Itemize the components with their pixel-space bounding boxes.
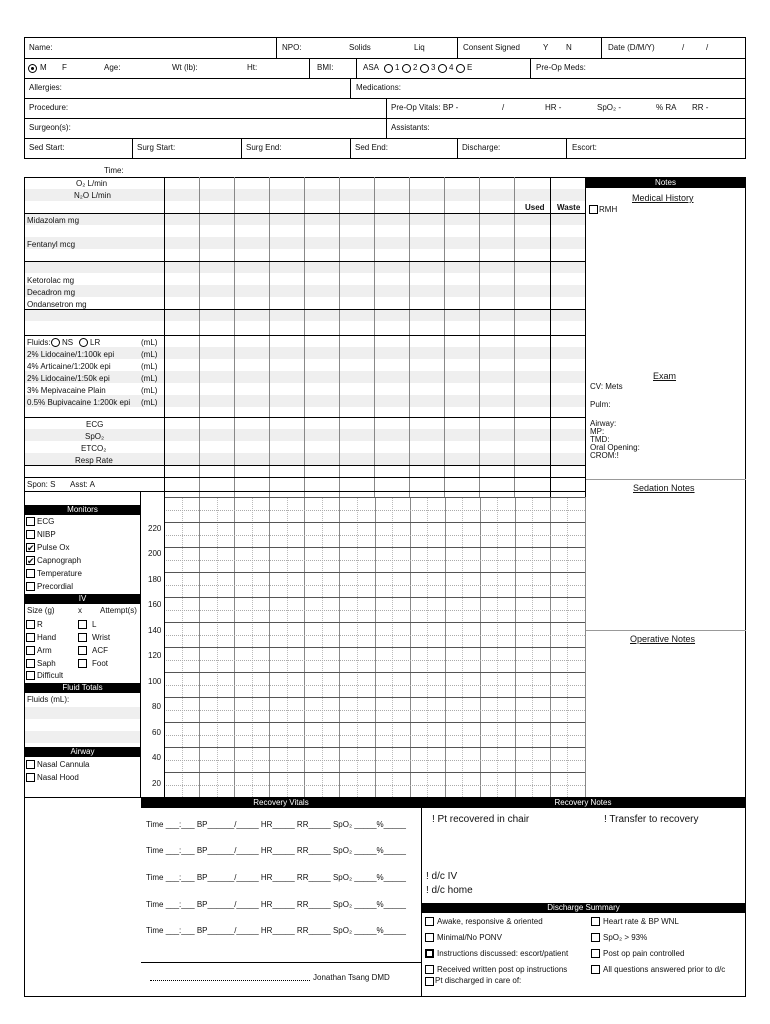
hr-label: HR - <box>545 103 562 112</box>
monitor-temperature-label: Temperature <box>37 569 82 578</box>
discharge-checkbox[interactable] <box>591 949 600 958</box>
resp-rate-label: Resp Rate <box>75 456 113 465</box>
discharge-item: Post op pain controlled <box>603 949 685 958</box>
allergies-label: Allergies: <box>29 83 62 92</box>
chart-gridline <box>164 635 585 636</box>
chart-gridline <box>164 672 585 673</box>
chart-gridline <box>164 622 585 623</box>
iv-difficult-label: Difficult <box>37 671 64 680</box>
ketorolac-label: Ketorolac mg <box>27 276 75 285</box>
iv-site-arm: Arm <box>37 646 52 655</box>
operative-notes-heading: Operative Notes <box>630 634 696 644</box>
recovery-vitals-row[interactable]: Time ___:___ BP______/_____ HR_____ RR_____ SpO₂ _____%_____ <box>146 873 406 882</box>
preop-meds-label: Pre-Op Meds: <box>536 63 586 72</box>
axis-tick: 120 <box>148 651 162 660</box>
local-ml: (mL) <box>141 374 158 383</box>
npo-label: NPO: <box>282 43 302 52</box>
chart-gridline <box>164 722 585 723</box>
monitor-precordial-checkbox[interactable] <box>26 582 35 591</box>
asa-2-radio[interactable] <box>402 64 411 73</box>
liq-label: Liq <box>414 43 425 52</box>
sex-male-radio[interactable] <box>28 64 37 73</box>
sedation-notes-heading: Sedation Notes <box>633 483 695 493</box>
notes-title: Notes <box>586 178 745 188</box>
fluid-totals-title: Fluid Totals <box>25 683 140 693</box>
consent-label: Consent Signed <box>463 43 520 52</box>
sex-male-label: M <box>40 63 47 72</box>
o2-label: O₂ L/min <box>76 179 108 188</box>
asa-4-radio[interactable] <box>438 64 447 73</box>
crom-label: CROM:! <box>590 451 619 460</box>
oral-opening-label: Oral Opening: <box>590 443 640 452</box>
chart-gridline <box>164 597 585 598</box>
ns-label: NS <box>62 338 74 347</box>
discharge-item: Instructions discussed: escort/patient <box>437 949 569 958</box>
chart-gridline <box>164 785 585 786</box>
local-anesthetic: 3% Mepivacaine Plain <box>27 386 106 395</box>
sex-female-label[interactable]: F <box>62 63 67 72</box>
medical-history-heading: Medical History <box>632 193 694 203</box>
monitor-pulse-ox-label: Pulse Ox <box>37 543 70 552</box>
spo2-label: SpO₂ - <box>597 103 621 112</box>
bmi-label: BMI: <box>317 63 334 72</box>
waste-label: Waste <box>557 203 581 212</box>
axis-tick: 180 <box>148 575 162 584</box>
iv-site-checkbox[interactable] <box>26 620 35 629</box>
lr-radio[interactable] <box>79 338 88 347</box>
rmh-label: RMH <box>599 205 618 214</box>
asa-e-label: E <box>467 63 473 72</box>
date-slash: / <box>682 43 685 52</box>
monitor-capnograph-label: Capnograph <box>37 556 82 565</box>
recovery-vitals-title: Recovery Vitals <box>141 798 421 808</box>
monitor-pulse-ox-checkbox[interactable]: ✔ <box>27 543 35 553</box>
chart-gridline <box>164 735 585 736</box>
monitor-nibp-label: NIBP <box>37 530 56 539</box>
iv-site-checkbox[interactable] <box>26 659 35 668</box>
local-ml: (mL) <box>141 386 158 395</box>
rr-label: RR - <box>692 103 709 112</box>
monitor-capnograph-checkbox[interactable]: ✔ <box>27 556 35 566</box>
decadron-label: Decadron mg <box>27 288 76 297</box>
rmh-checkbox[interactable] <box>589 205 598 214</box>
discharge-checkbox[interactable] <box>591 965 600 974</box>
surg-start-label: Surg Start: <box>137 143 176 152</box>
discharge-item: SpO₂ > 93% <box>603 933 648 942</box>
mp-label: MP: <box>590 427 605 436</box>
asa-3-label: 3 <box>431 63 436 72</box>
monitors-title: Monitors <box>25 505 140 515</box>
iv-site-checkbox[interactable] <box>78 633 87 642</box>
tmd-label: TMD: <box>590 435 610 444</box>
axis-tick: 160 <box>148 600 162 609</box>
medications-label: Medications: <box>356 83 401 92</box>
asa-3-radio[interactable] <box>420 64 429 73</box>
discharge-summary-title: Discharge Summary <box>422 903 745 913</box>
discharge-item: Heart rate & BP WNL <box>603 917 679 926</box>
nasal-hood-checkbox[interactable] <box>26 773 35 782</box>
chart-gridline <box>164 585 585 586</box>
local-anesthetic: 2% Lidocaine/1:50k epi <box>27 374 110 383</box>
recovery-vitals-row[interactable]: Time ___:___ BP______/_____ HR_____ RR_____ SpO₂ _____%_____ <box>146 846 406 855</box>
iv-site-wrist: Wrist <box>92 633 111 642</box>
consent-yes[interactable]: Y <box>543 43 549 52</box>
nasal-hood-label: Nasal Hood <box>37 773 79 782</box>
recovery-vitals-row[interactable]: Time ___:___ BP______/_____ HR_____ RR_____ SpO₂ _____%_____ <box>146 900 406 909</box>
iv-site-checkbox[interactable] <box>78 646 87 655</box>
chart-gridline <box>164 535 585 536</box>
chart-gridline <box>164 710 585 711</box>
chart-gridline <box>585 497 586 797</box>
iv-site-l: L <box>92 620 97 629</box>
axis-tick: 20 <box>152 779 161 788</box>
local-anesthetic: 4% Articaine/1:200k epi <box>27 362 111 371</box>
procedure-label: Procedure: <box>29 103 69 112</box>
fluids-label: Fluids: <box>27 338 51 347</box>
discharge-checkbox[interactable] <box>591 917 600 926</box>
sed-start-label: Sed Start: <box>29 143 65 152</box>
spo2-row-label: SpO₂ <box>85 432 105 441</box>
chart-gridline <box>164 772 585 773</box>
midazolam-label: Midazolam mg <box>27 216 80 225</box>
asa-label: ASA <box>363 63 380 72</box>
room-air-label: % RA <box>656 103 677 112</box>
iv-site-saph: Saph <box>37 659 56 668</box>
asa-1-radio[interactable] <box>384 64 393 73</box>
discharge-item: Minimal/No PONV <box>437 933 502 942</box>
consent-no[interactable]: N <box>566 43 572 52</box>
fluids-ml: (mL) <box>141 338 158 347</box>
monitor-ecg-checkbox[interactable] <box>26 517 35 526</box>
chart-gridline <box>164 522 585 523</box>
discharge-checkbox[interactable] <box>425 917 434 926</box>
iv-site-checkbox[interactable] <box>78 620 87 629</box>
local-ml: (mL) <box>141 362 158 371</box>
iv-site-checkbox[interactable] <box>26 633 35 642</box>
n2o-label: N₂O L/min <box>74 191 111 200</box>
name-label: Name: <box>29 43 53 52</box>
axis-tick: 200 <box>148 549 162 558</box>
asa-2-label: 2 <box>413 63 418 72</box>
transfer-to-recovery: ! Transfer to recovery <box>604 814 699 825</box>
recovery-notes-title: Recovery Notes <box>421 798 745 808</box>
discharge-item: All questions answered prior to d/c <box>603 965 726 974</box>
chart-gridline <box>164 572 585 573</box>
discharge-checkbox[interactable] <box>425 977 434 986</box>
chart-gridline <box>164 560 585 561</box>
discharge-item: Pt discharged in care of: <box>435 976 522 985</box>
chart-gridline <box>164 647 585 648</box>
discharge-item: Received written post op instructions <box>437 965 568 974</box>
nasal-cannula-checkbox[interactable] <box>26 760 35 769</box>
axis-tick: 100 <box>148 677 162 686</box>
local-ml: (mL) <box>141 398 158 407</box>
discharge-item: Awake, responsive & oriented <box>437 917 543 926</box>
chart-gridline <box>164 497 585 498</box>
chart-gridline <box>164 697 585 698</box>
date-slash: / <box>706 43 709 52</box>
signature-name: Jonathan Tsang DMD <box>313 973 390 982</box>
discharge-label: Discharge: <box>462 143 501 152</box>
time-label: Time: <box>104 166 124 175</box>
chart-gridline <box>164 547 585 548</box>
age-label: Age: <box>104 63 121 72</box>
fentanyl-label: Fentanyl mcg <box>27 240 76 249</box>
exam-heading: Exam <box>653 371 677 381</box>
chart-gridline <box>164 660 585 661</box>
local-anesthetic: 2% Lidocaine/1:100k epi <box>27 350 115 359</box>
iv-site-hand: Hand <box>37 633 57 642</box>
asa-1-label: 1 <box>395 63 400 72</box>
local-anesthetic: 0.5% Bupivacaine 1:200k epi <box>27 398 131 407</box>
recovery-vitals-row[interactable]: Time ___:___ BP______/_____ HR_____ RR_____ SpO₂ _____%_____ <box>146 926 406 935</box>
iv-site-checkbox[interactable] <box>78 659 87 668</box>
recovered-in-chair: ! Pt recovered in chair <box>432 814 530 825</box>
asa-4-label: 4 <box>449 63 454 72</box>
iv-x-label: x <box>78 606 82 615</box>
escort-label: Escort: <box>572 143 597 152</box>
surgeons-label: Surgeon(s): <box>29 123 71 132</box>
axis-tick: 220 <box>148 524 162 533</box>
preop-vitals-label: Pre-Op Vitals: BP - <box>391 103 459 112</box>
date-label: Date (D/M/Y) <box>608 43 655 52</box>
iv-size-label: Size (g) <box>27 606 55 615</box>
assistants-label: Assistants: <box>391 123 430 132</box>
sed-end-label: Sed End: <box>355 143 388 152</box>
dc-iv: ! d/c IV <box>426 871 458 882</box>
ondansetron-label: Ondansetron mg <box>27 300 87 309</box>
dc-home: ! d/c home <box>426 885 473 896</box>
monitor-temperature-checkbox[interactable] <box>26 569 35 578</box>
used-label: Used <box>525 203 545 212</box>
weight-label: Wt (lb): <box>172 63 198 72</box>
cv-label: CV: Mets <box>590 382 623 391</box>
monitor-precordial-label: Precordial <box>37 582 74 591</box>
axis-tick: 40 <box>152 753 161 762</box>
surg-end-label: Surg End: <box>246 143 282 152</box>
discharge-checkbox[interactable] <box>425 949 434 958</box>
chart-gridline <box>164 685 585 686</box>
bp-slash: / <box>502 103 505 112</box>
airway-title: Airway <box>25 747 140 757</box>
fluids-ml-label: Fluids (mL): <box>27 695 70 704</box>
axis-tick: 80 <box>152 702 161 711</box>
pulm-label: Pulm: <box>590 400 611 409</box>
ecg-label: ECG <box>86 420 104 429</box>
axis-tick: 140 <box>148 626 162 635</box>
monitor-ecg-label: ECG <box>37 517 55 526</box>
height-label: Ht: <box>247 63 258 72</box>
monitor-nibp-checkbox[interactable] <box>26 530 35 539</box>
recovery-vitals-row[interactable]: Time ___:___ BP______/_____ HR_____ RR_____ SpO₂ _____%_____ <box>146 820 406 829</box>
iv-site-foot: Foot <box>92 659 109 668</box>
chart-gridline <box>164 747 585 748</box>
etco2-label: ETCO₂ <box>81 444 107 453</box>
discharge-checkbox[interactable] <box>425 933 434 942</box>
discharge-checkbox[interactable] <box>591 933 600 942</box>
iv-site-acf: ACF <box>92 646 108 655</box>
solids-label: Solids <box>349 43 371 52</box>
iv-attempts-label: Attempt(s) <box>100 606 137 615</box>
airway-label: Airway: <box>590 419 617 428</box>
iv-title: IV <box>25 594 140 604</box>
discharge-checkbox[interactable] <box>425 965 434 974</box>
asa-e-radio[interactable] <box>456 64 465 73</box>
chart-gridline <box>164 760 585 761</box>
spon-label: Spon: S <box>27 480 56 489</box>
axis-tick: 60 <box>152 728 161 737</box>
iv-site-r: R <box>37 620 43 629</box>
lr-label: LR <box>90 338 101 347</box>
nasal-cannula-label: Nasal Cannula <box>37 760 90 769</box>
chart-gridline <box>164 510 585 511</box>
chart-gridline <box>164 610 585 611</box>
iv-site-checkbox[interactable] <box>26 646 35 655</box>
local-ml: (mL) <box>141 350 158 359</box>
ns-radio[interactable] <box>51 338 60 347</box>
asst-label: Asst: A <box>70 480 95 489</box>
iv-difficult-checkbox[interactable] <box>26 671 35 680</box>
